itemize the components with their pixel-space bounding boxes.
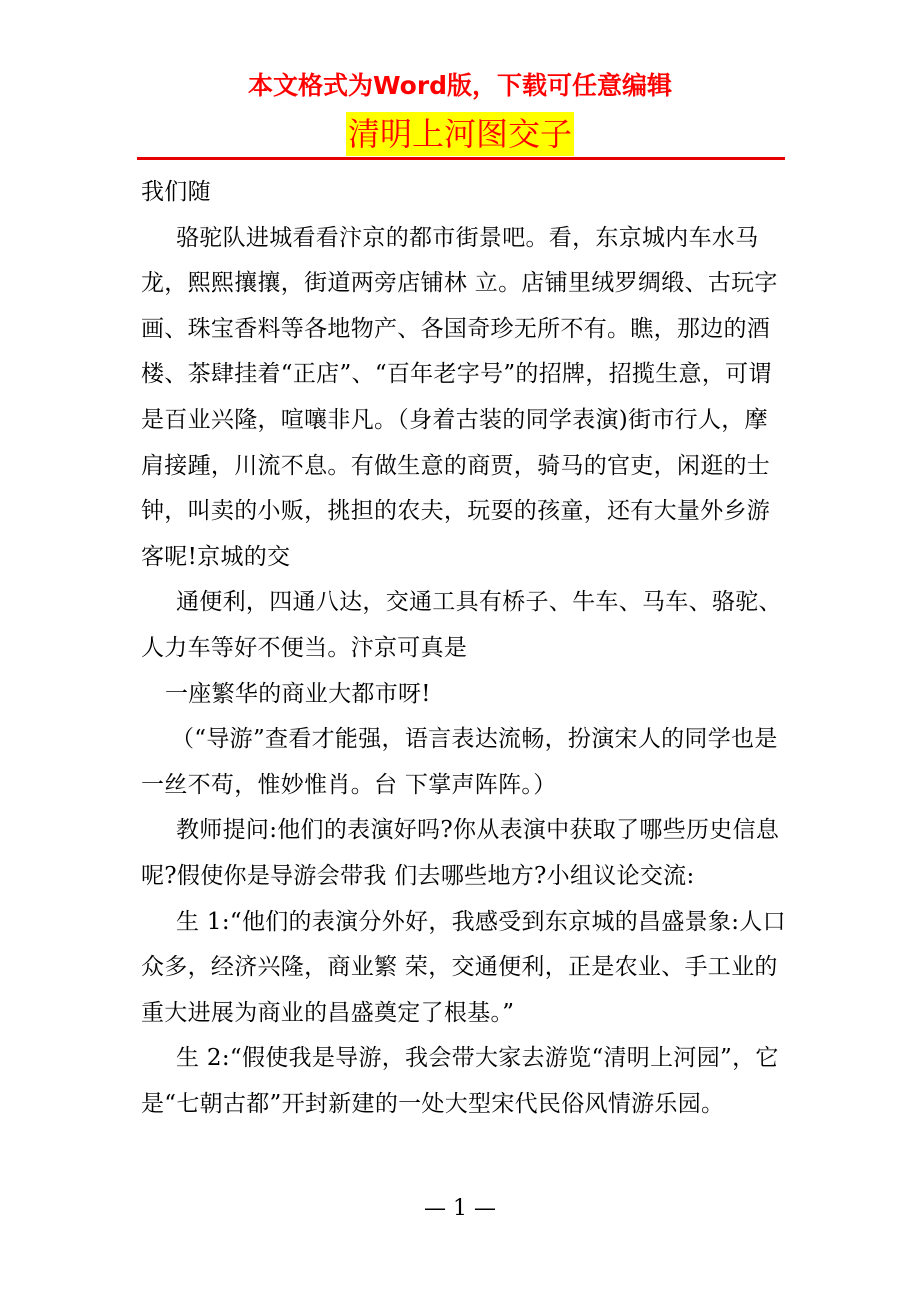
paragraph-3: 通便利，四通八达，交通工具有桥子、牛车、马车、骆驼、人力车等好不便当。汴京可真是 [141,589,782,661]
paragraph-5: （“导游”查看才能强，语言表达流畅，扮演宋人的同学也是一丝不苟，惟妙惟肖。台 下掌声阵阵。） [141,726,778,798]
title-container [0,112,920,156]
paragraph-7: 生 1:“他们的表演分外好，我感受到东京城的昌盛景象:人口众多，经济兴隆，商业繁 荣，交通便利，正是农业、手工业的重大进展为商业的昌盛奠定了根基。” [141,908,786,1026]
document-body [141,170,791,1127]
header-divider [137,157,785,160]
format-notice-banner: 本文格式为Word版，下载可任意编辑 [247,71,673,100]
paragraph-8: 生 2:“假使我是导游，我会带大家去游览“清明上河园”，它是“七朝古都”开封新建的一处大型宋代民俗风情游乐园。 [141,1045,779,1117]
paragraph-2: 骆驼队进城看看汴京的都市街景吧。看，东京城内车水马龙，熙熙攘攘，街道两旁店铺林 立。店铺里绒罗绸缎、古玩字画、珠宝香料等各地物产、各国奇珍无所不有。瞧，那边的酒 楼、茶肆挂着“正店”、“百年老字号”的招牌，招揽生意，可谓是百业兴隆，喧嚷非凡。（身着古装的同学表演)街市行人，摩肩接踵，川流不息。有做生意的商贾，骑马的官吏，闲逛的士钟，叫卖的小贩，挑担的农夫，玩耍的孩童，还有大量外乡游客呢!京城的交 [141,224,778,570]
paragraph-1: 我们随 [141,179,211,205]
document-title: 清明上河图交子 [346,112,574,156]
page-number: — 1 — [424,1196,496,1221]
paragraph-6: 教师提问:他们的表演好吗?你从表演中获取了哪些历史信息呢?假使你是导游会带我 们去哪些地方?小组议论交流: [141,817,780,889]
paragraph-4: 一座繁华的商业大都市呀! [165,680,431,707]
